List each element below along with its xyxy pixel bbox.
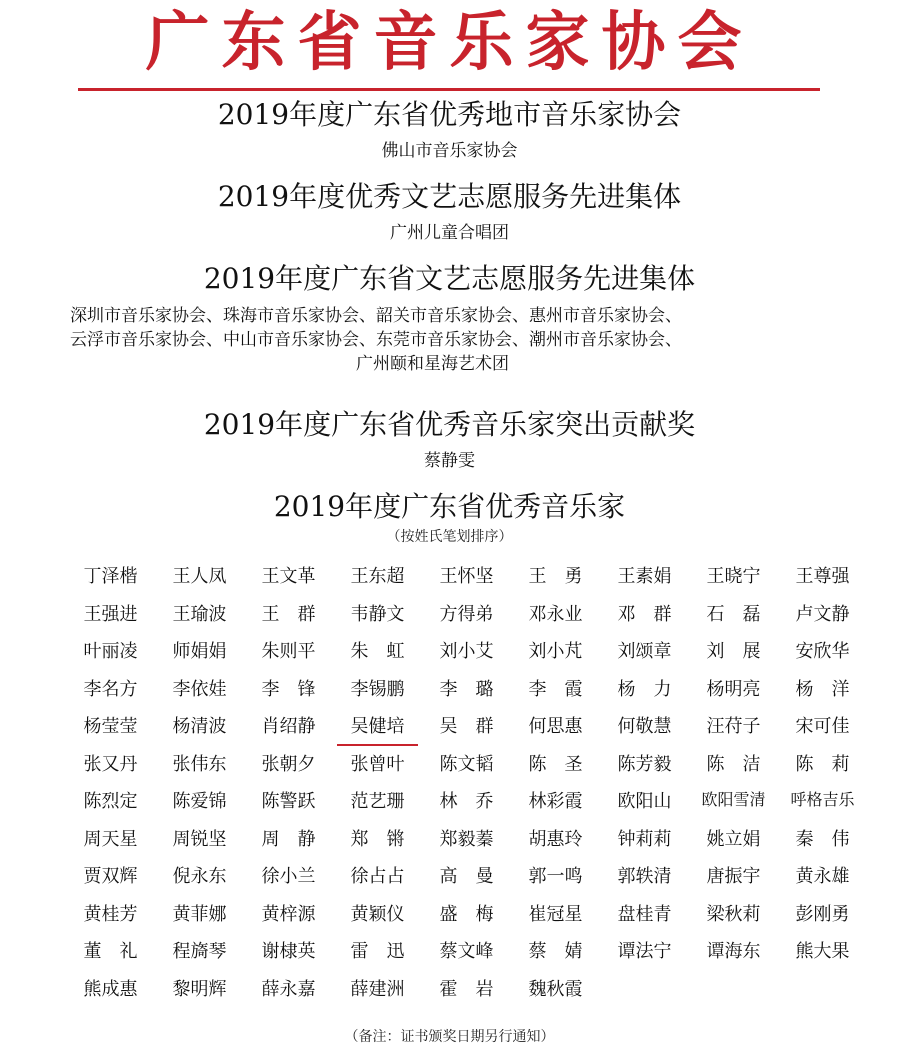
musician-name: 陈芳毅 bbox=[617, 753, 672, 775]
musician-name: 郑锵 bbox=[350, 828, 423, 850]
musician-name: 王勇 bbox=[528, 566, 601, 587]
musician-name: 李霞 bbox=[528, 678, 601, 700]
musician-name: 卢文静 bbox=[795, 603, 850, 625]
musician-name: 董礼 bbox=[83, 941, 156, 962]
musician-name: 陈警跃 bbox=[261, 791, 316, 812]
musician-name: 陈文韬 bbox=[439, 753, 494, 775]
musician-name: 刘颂章 bbox=[617, 641, 672, 662]
musician-name: 谢棣英 bbox=[261, 941, 316, 962]
musician-name: 李璐 bbox=[439, 678, 512, 700]
musician-name: 彭刚勇 bbox=[795, 903, 850, 925]
musician-name: 周静 bbox=[261, 828, 334, 850]
musician-name: 何敬慧 bbox=[617, 716, 672, 737]
musician-name: 徐小兰 bbox=[261, 866, 316, 887]
musician-name: 朱则平 bbox=[261, 641, 316, 662]
musician-name: 杨清波 bbox=[172, 716, 227, 737]
musician-name: 盛梅 bbox=[439, 903, 512, 925]
musician-name: 朱虹 bbox=[350, 641, 423, 662]
musician-name: 黄颖仪 bbox=[350, 903, 405, 925]
musician-name: 张曾叶 bbox=[350, 753, 405, 775]
musician-name: 黄梓源 bbox=[261, 903, 316, 925]
musician-name: 郭一鸣 bbox=[528, 866, 583, 887]
musician-name: 陈洁 bbox=[706, 753, 779, 775]
award-title-outstanding-contribution: 2019年度广东省优秀音乐家突出贡献奖 bbox=[203, 408, 696, 441]
musician-name: 何思惠 bbox=[528, 716, 583, 737]
musician-name: 方得弟 bbox=[439, 603, 494, 625]
musician-name: 李名方 bbox=[83, 678, 138, 700]
footer-note: （备注：证书颁奖日期另行通知） bbox=[344, 1029, 555, 1045]
musician-name: 王尊强 bbox=[795, 566, 850, 587]
award-title-volunteer-provincial: 2019年度广东省文艺志愿服务先进集体 bbox=[203, 262, 696, 295]
musician-name: 倪永东 bbox=[172, 866, 227, 887]
musician-name: 邓永业 bbox=[528, 603, 583, 625]
musician-name: 石磊 bbox=[706, 603, 779, 625]
musician-name: 熊大果 bbox=[795, 941, 850, 962]
musician-name: 肖绍静 bbox=[261, 716, 316, 737]
musician-name: 呼格吉乐 bbox=[790, 790, 855, 809]
musician-name: 杨莹莹 bbox=[83, 716, 138, 737]
musician-name: 熊成惠 bbox=[83, 978, 138, 1000]
musician-name: 王晓宁 bbox=[706, 566, 761, 587]
musician-names-grid bbox=[66, 562, 866, 1012]
musician-name: 杨力 bbox=[617, 678, 690, 700]
recipient-line: 广州颐和星海艺术团 bbox=[356, 354, 509, 374]
musician-name: 刘小艾 bbox=[439, 641, 494, 662]
musician-name: 范艺珊 bbox=[350, 791, 405, 812]
musician-name: 胡惠玲 bbox=[528, 828, 583, 850]
musician-name: 雷迅 bbox=[350, 941, 423, 962]
award-recipient-outstanding-contribution: 蔡静雯 bbox=[424, 451, 475, 471]
musician-name: 张又丹 bbox=[83, 753, 138, 775]
musician-name: 宋可佳 bbox=[795, 716, 850, 737]
musician-name: 黄永雄 bbox=[795, 866, 850, 887]
musician-name: 汪苻子 bbox=[706, 716, 761, 737]
musician-name: 陈圣 bbox=[528, 753, 601, 775]
musician-name: 黎明辉 bbox=[172, 978, 227, 1000]
musician-name: 周锐坚 bbox=[172, 828, 227, 850]
musician-name: 陈爱锦 bbox=[172, 791, 227, 812]
musician-name: 师娟娟 bbox=[172, 641, 227, 662]
musician-name: 黄桂芳 bbox=[83, 903, 138, 925]
award-title-excellent-musician: 2019年度广东省优秀音乐家 bbox=[273, 490, 626, 523]
musician-name: 林乔 bbox=[439, 791, 512, 812]
musician-name: 郑毅蓁 bbox=[439, 828, 494, 850]
musician-name: 安欣华 bbox=[795, 641, 850, 662]
award-title-city-association: 2019年度广东省优秀地市音乐家协会 bbox=[217, 98, 682, 131]
musician-name: 邓群 bbox=[617, 603, 690, 625]
musician-name: 王文革 bbox=[261, 566, 316, 587]
sort-order-note: （按姓氏笔划排序） bbox=[386, 529, 513, 545]
musician-name: 魏秋霞 bbox=[528, 978, 583, 1000]
musician-name: 欧阳山 bbox=[617, 791, 672, 812]
musician-name: 郭轶清 bbox=[617, 866, 672, 887]
musician-name: 吴健培 bbox=[333, 712, 422, 750]
musician-name: 崔冠星 bbox=[528, 903, 583, 925]
musician-name: 霍岩 bbox=[439, 978, 512, 1000]
musician-name: 王群 bbox=[261, 603, 334, 625]
musician-name: 蔡婧 bbox=[528, 941, 601, 962]
musician-name: 谭海东 bbox=[706, 941, 761, 962]
award-recipient-volunteer-excellent: 广州儿童合唱团 bbox=[390, 223, 509, 243]
musician-name: 钟莉莉 bbox=[617, 828, 672, 850]
musician-name: 韦静文 bbox=[350, 603, 405, 625]
musician-name: 高曼 bbox=[439, 866, 512, 887]
musician-name: 薛永嘉 bbox=[261, 978, 316, 1000]
musician-name: 王人凤 bbox=[172, 566, 227, 587]
letterhead-divider bbox=[78, 88, 820, 91]
musician-name: 叶丽凌 bbox=[83, 641, 138, 662]
musician-name: 唐振宇 bbox=[706, 866, 761, 887]
musician-name: 梁秋莉 bbox=[706, 903, 761, 925]
award-recipients-volunteer-provincial bbox=[70, 304, 850, 376]
musician-name: 杨洋 bbox=[795, 678, 868, 700]
musician-name: 谭法宁 bbox=[617, 941, 672, 962]
musician-name: 王强进 bbox=[83, 603, 138, 625]
musician-name: 黄菲娜 bbox=[172, 903, 227, 925]
musician-name: 刘展 bbox=[706, 641, 779, 662]
musician-name: 王怀坚 bbox=[439, 566, 494, 587]
musician-name: 蔡文峰 bbox=[439, 941, 494, 962]
musician-name: 王东超 bbox=[350, 566, 405, 587]
recipient-line: 深圳市音乐家协会、珠海市音乐家协会、韶关市音乐家协会、惠州市音乐家协会、 bbox=[70, 306, 682, 326]
musician-name: 程旖琴 bbox=[172, 941, 227, 962]
musician-name: 贾双辉 bbox=[83, 866, 138, 887]
musician-name: 周天星 bbox=[83, 828, 138, 850]
musician-name: 李锡鹏 bbox=[350, 678, 405, 700]
letterhead-title: 广东省音乐家协会 bbox=[145, 5, 754, 80]
musician-name: 姚立娟 bbox=[706, 828, 761, 850]
musician-name: 林彩霞 bbox=[528, 791, 583, 812]
musician-name: 陈烈定 bbox=[83, 791, 138, 812]
musician-name: 李依娃 bbox=[172, 678, 227, 700]
musician-name: 刘小芃 bbox=[528, 641, 583, 662]
musician-name: 秦伟 bbox=[795, 828, 868, 850]
award-title-volunteer-excellent: 2019年度优秀文艺志愿服务先进集体 bbox=[217, 180, 682, 213]
musician-name: 张伟东 bbox=[172, 753, 227, 775]
musician-name: 王瑜波 bbox=[172, 603, 227, 625]
musician-name: 丁泽楷 bbox=[83, 566, 138, 587]
musician-name: 杨明亮 bbox=[706, 678, 761, 700]
musician-name: 陈莉 bbox=[795, 753, 868, 775]
musician-name: 盘桂青 bbox=[617, 903, 672, 925]
musician-name: 欧阳雪清 bbox=[701, 790, 766, 809]
musician-name: 徐占占 bbox=[350, 866, 405, 887]
musician-name: 吴群 bbox=[439, 716, 512, 737]
musician-name: 张朝夕 bbox=[261, 753, 316, 775]
recipient-line: 云浮市音乐家协会、中山市音乐家协会、东莞市音乐家协会、潮州市音乐家协会、 bbox=[70, 330, 682, 350]
musician-name: 薛建洲 bbox=[350, 978, 405, 1000]
musician-name: 李锋 bbox=[261, 678, 334, 700]
musician-name: 王素娟 bbox=[617, 566, 672, 587]
award-recipient-city-association: 佛山市音乐家协会 bbox=[381, 141, 518, 161]
